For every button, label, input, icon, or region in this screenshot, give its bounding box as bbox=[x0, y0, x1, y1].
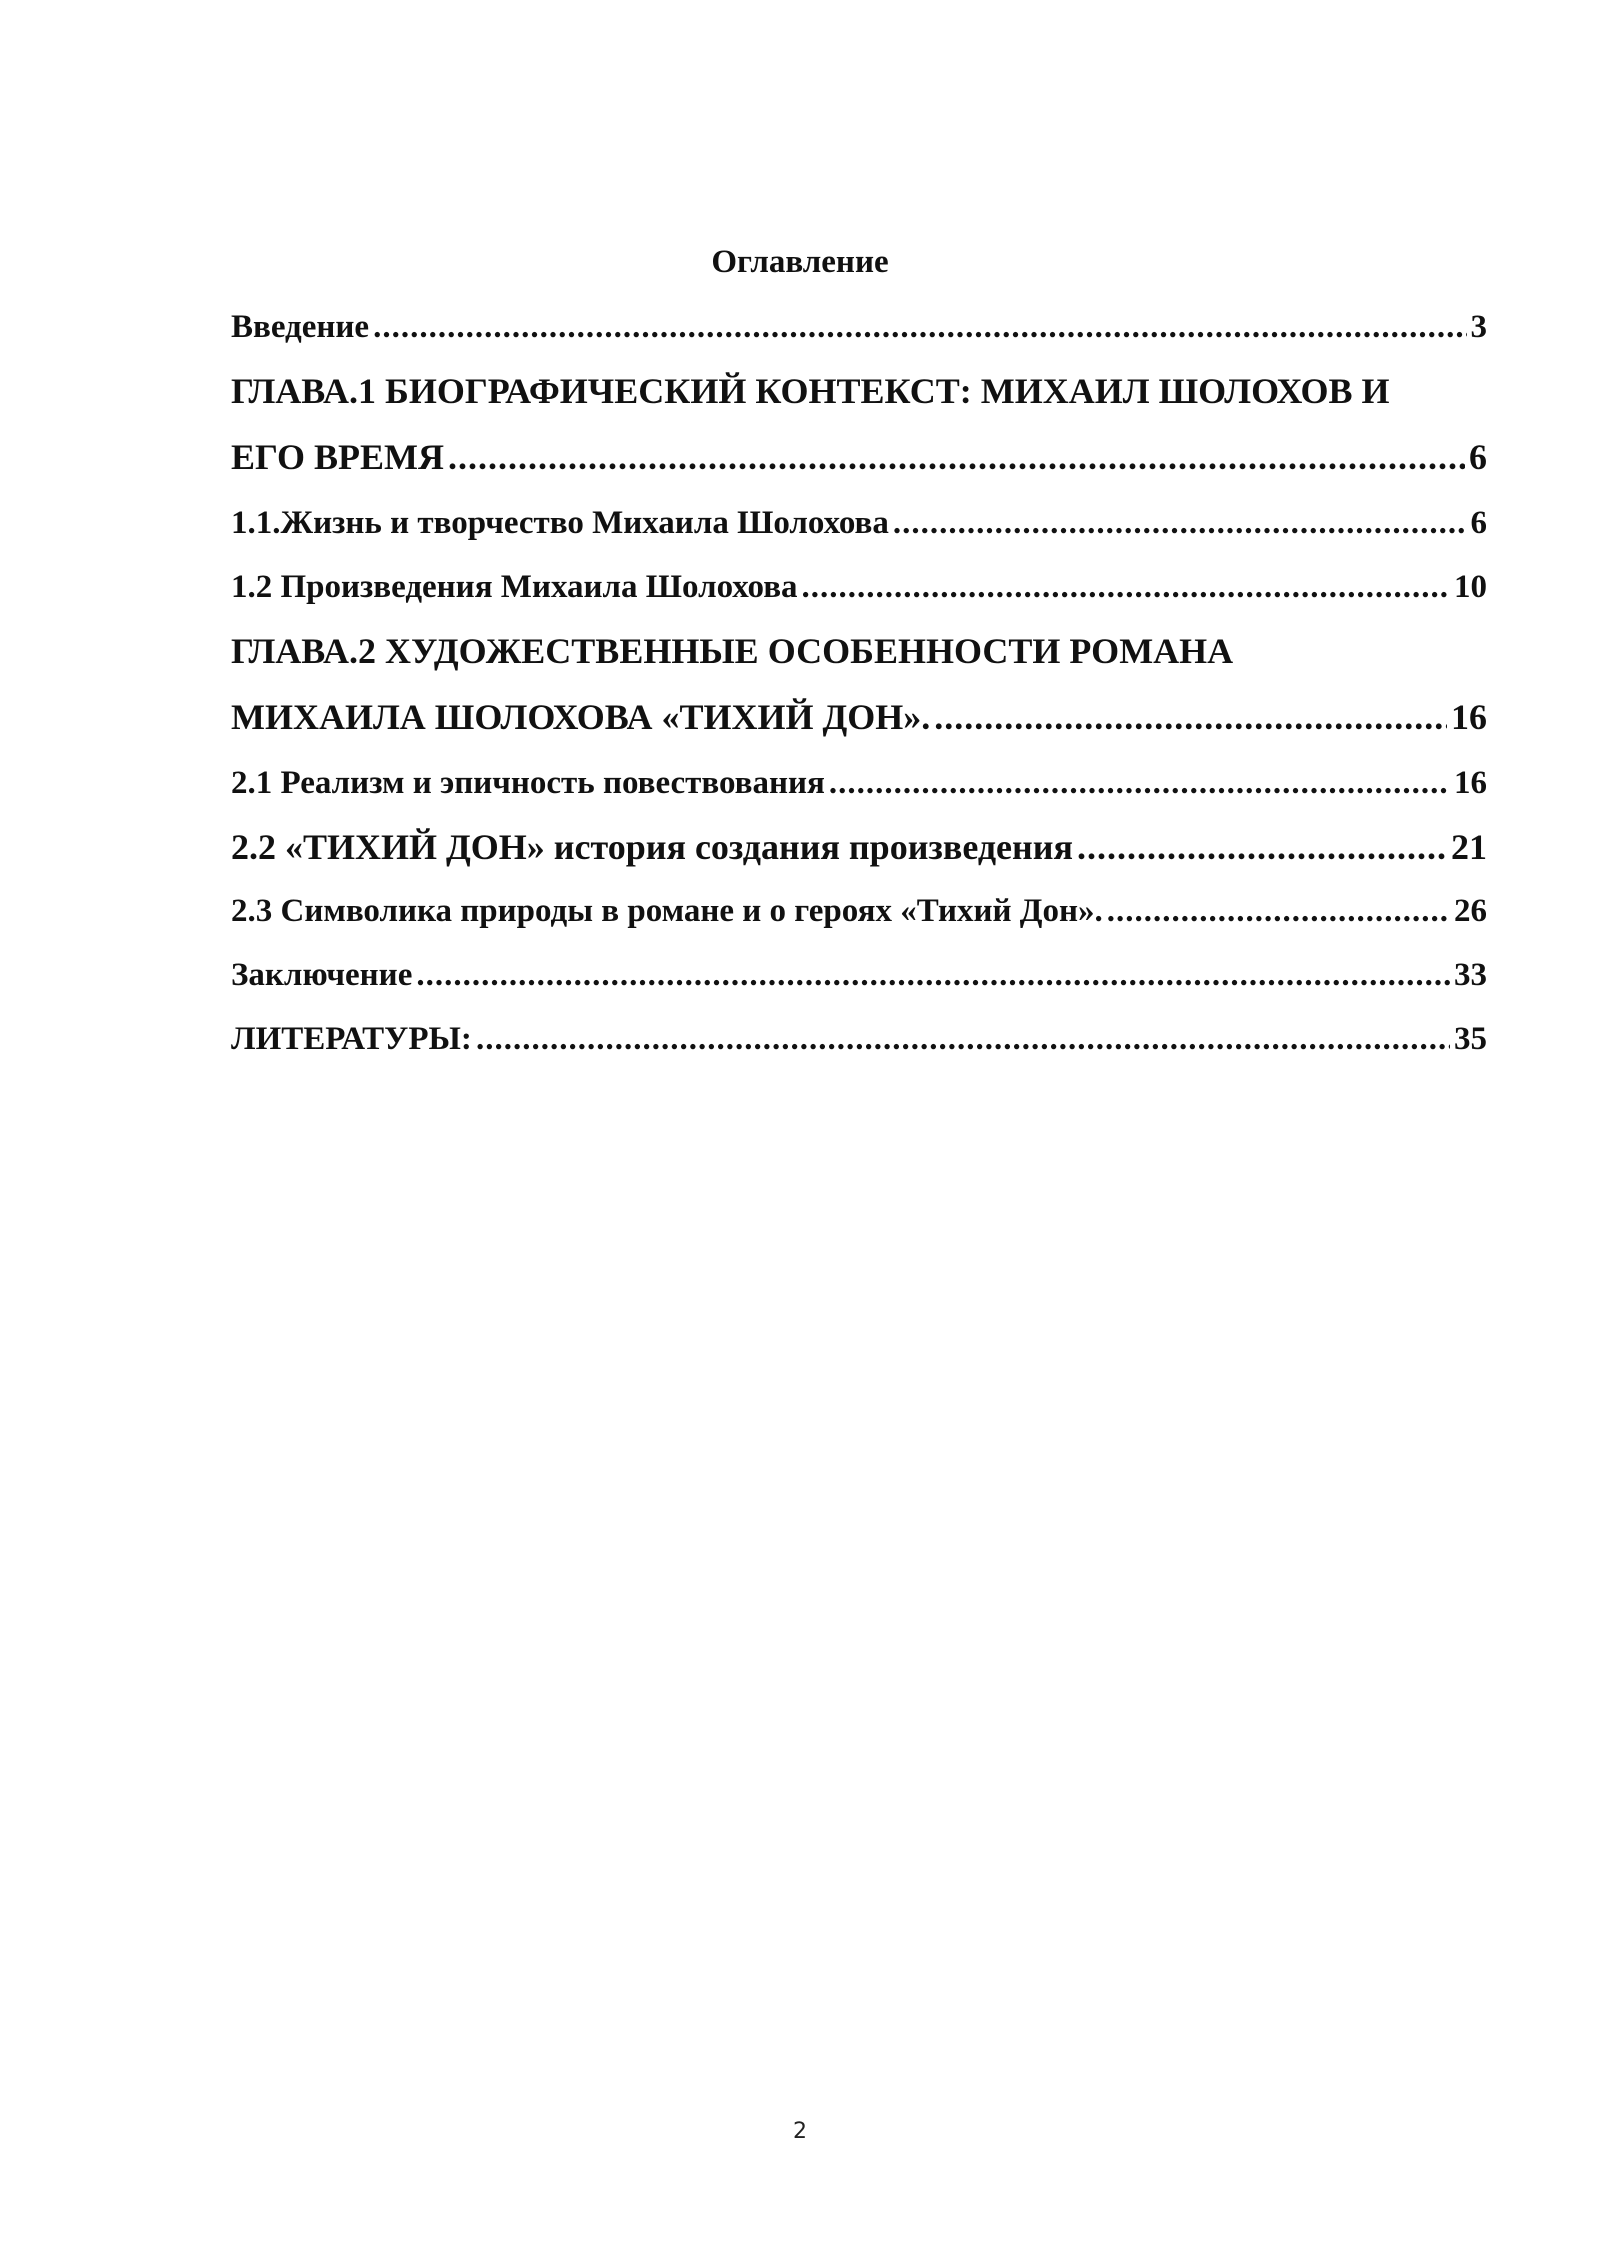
toc-leader-dots bbox=[416, 950, 1450, 1000]
toc-entry-chapter-1-line-1[interactable] bbox=[231, 366, 1487, 416]
toc-entry-label: Заключение bbox=[231, 957, 413, 993]
toc-entry-chapter-2-line-1[interactable] bbox=[231, 626, 1487, 676]
toc-entry-label: ГЛАВА.1 БИОГРАФИЧЕСКИЙ КОНТЕКСТ: МИХАИЛ ШОЛОХОВ И bbox=[231, 371, 1390, 411]
toc-entry-label: ЕГО ВРЕМЯ bbox=[231, 437, 445, 477]
toc-entry-label: ГЛАВА.2 ХУДОЖЕСТВЕННЫЕ ОСОБЕННОСТИ РОМАНА bbox=[231, 631, 1234, 671]
toc-entry-page: 16 bbox=[1454, 765, 1487, 801]
toc-entry-label: 2.1 Реализм и эпичность повествования bbox=[231, 765, 825, 801]
toc-entry-page: 26 bbox=[1454, 893, 1487, 929]
toc-leader-dots bbox=[829, 758, 1450, 808]
toc-entry-page: 21 bbox=[1451, 827, 1487, 867]
toc-entry-label: 1.1.Жизнь и творчество Михаила Шолохова bbox=[231, 505, 889, 541]
toc-entry-page: 3 bbox=[1470, 309, 1487, 345]
toc-leader-dots bbox=[448, 432, 1465, 482]
toc-entry-page: 33 bbox=[1454, 957, 1487, 993]
toc-entry-page: 6 bbox=[1470, 505, 1487, 541]
toc-entry-page: 35 bbox=[1454, 1021, 1487, 1057]
toc-entry-label: 2.3 Символика природы в романе и о героях «Тихий Дон». bbox=[231, 893, 1103, 929]
toc-entry-literature[interactable] bbox=[231, 1014, 1487, 1064]
toc-entry-page: 16 bbox=[1451, 697, 1487, 737]
toc-entry-label: Введение bbox=[231, 309, 370, 345]
toc-entry-section-1-1[interactable] bbox=[231, 498, 1487, 548]
toc-leader-dots bbox=[934, 692, 1447, 742]
toc-entry-label: МИХАИЛА ШОЛОХОВА «ТИХИЙ ДОН». bbox=[231, 697, 931, 737]
toc-entry-label: ЛИТЕРАТУРЫ: bbox=[231, 1021, 472, 1057]
toc-leader-dots bbox=[1077, 822, 1447, 872]
toc-entry-page: 6 bbox=[1469, 437, 1487, 477]
toc-entry-page: 10 bbox=[1454, 569, 1487, 605]
toc-leader-dots bbox=[802, 562, 1450, 612]
toc-entry-label: 1.2 Произведения Михаила Шолохова bbox=[231, 569, 798, 605]
toc-entry-section-2-1[interactable] bbox=[231, 758, 1487, 808]
toc-entry-section-2-3[interactable] bbox=[231, 886, 1487, 936]
toc-entry-label: 2.2 «ТИХИЙ ДОН» история создания произведения bbox=[231, 827, 1073, 867]
toc-leader-dots bbox=[476, 1014, 1450, 1064]
toc-title: Оглавление bbox=[711, 244, 889, 280]
toc-leader-dots bbox=[1107, 886, 1450, 936]
toc-entry-section-1-2[interactable] bbox=[231, 562, 1487, 612]
toc-entry-section-2-2[interactable] bbox=[231, 822, 1487, 872]
toc-leader-dots bbox=[893, 498, 1467, 548]
toc-entry-chapter-1-line-2[interactable] bbox=[231, 432, 1487, 482]
toc-entry-conclusion[interactable] bbox=[231, 950, 1487, 1000]
page-number: 2 bbox=[793, 2119, 807, 2144]
toc-entry-chapter-2-line-2[interactable] bbox=[231, 692, 1487, 742]
toc-entry-introduction[interactable] bbox=[231, 302, 1487, 352]
toc-leader-dots bbox=[373, 302, 1466, 352]
